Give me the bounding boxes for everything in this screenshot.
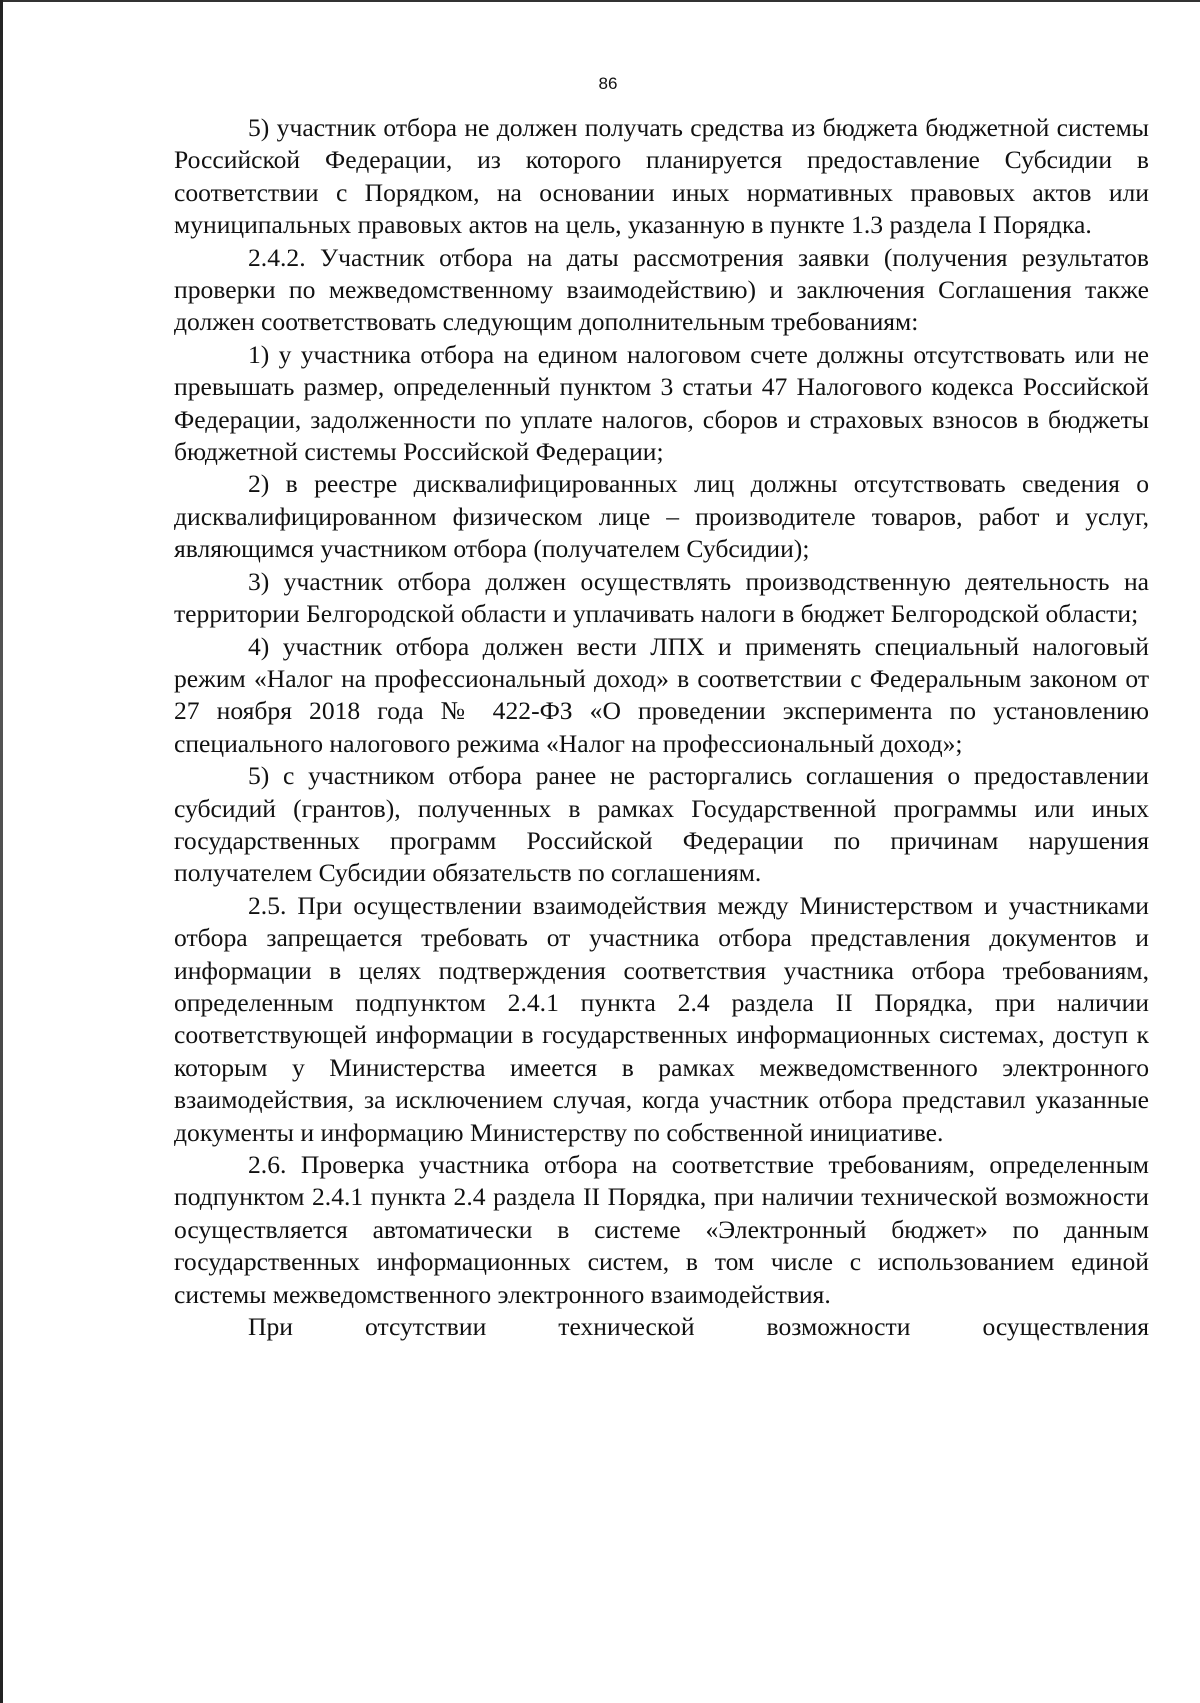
paragraph-requirement-3: 3) участник отбора должен осуществлять производственную деятельность на территории Белгородской области и уплачивать налоги в бюджет Белгородской области; [174, 566, 1149, 629]
paragraph-requirement-4: 4) участник отбора должен вести ЛПХ и применять специальный налоговый режим «Налог на профессиональный доход» в соответствии с Федеральным законом от 27 ноября 2018 года № 422-ФЗ «О проведении эксперимента по установлению специального налогового режима «Налог на профессиональный доход»; [174, 631, 1149, 758]
paragraph-2-5: 2.5. При осуществлении взаимодействия между Министерством и участниками отбора запрещается требовать от участника отбора представления документов и информации в целях подтверждения соответствия участника отбора требованиям, определенным подпунктом 2.4.1 пункта 2.4 раздела II Порядка, при наличии соответствующей информации в государственных информационных системах, доступ к которым у Министерства имеется в рамках межведомственного электронного взаимодействия, за исключением случая, когда участник отбора представил указанные документы и информацию Министерству по собственной инициативе. [174, 890, 1149, 1147]
page-number: 86 [598, 74, 618, 93]
scan-edge-top [0, 0, 1200, 2]
paragraph-requirement-5: 5) с участником отбора ранее не расторгались соглашения о предоставлении субсидий (грантов), полученных в рамках Государственной программы или иных государственных программ Российской Федерации по причинам нарушения получателем Субсидии обязательств по соглашениям. [174, 761, 1149, 888]
paragraph-2-6: 2.6. Проверка участника отбора на соответствие требованиям, определенным подпунктом 2.4.1 пункта 2.4 раздела II Порядка, при наличии технической возможности осуществляется автоматически в системе «Электронный бюджет» по данным государственных информационных систем, в том числе с использованием единой системы межведомственного электронного взаимодействия. [174, 1150, 1149, 1309]
paragraph-2-4-2: 2.4.2. Участник отбора на даты рассмотрения заявки (получения результатов проверки по межведомственному взаимодействию) и заключения Соглашения также должен соответствовать следующим дополнительным требованиям: [174, 242, 1149, 337]
scan-edge-left [0, 0, 3, 1703]
paragraph-requirement-1: 1) у участника отбора на едином налоговом счете должны отсутствовать или не превышать размер, определенный пунктом 3 статьи 47 Налогового кодекса Российской Федерации, задолженности по уплате налогов, сборов и страховых взносов в бюджеты бюджетной системы Российской Федерации; [174, 339, 1149, 467]
paragraph-clause-5: 5) участник отбора не должен получать средства из бюджета бюджетной системы Российской Федерации, из которого планируется предоставление Субсидии в соответствии с Порядком, на основании иных нормативных правовых актов или муниципальных правовых актов на цель, указанную в пункте 1.3 раздела I Порядка. [174, 113, 1149, 240]
paragraph-continuation: При отсутствии технической возможности осуществления [248, 1312, 1149, 1342]
document-body [174, 112, 1149, 1343]
paragraph-requirement-2: 2) в реестре дисквалифицированных лиц должны отсутствовать сведения о дисквалифицированном физическом лице – производителе товаров, работ и услуг, являющимся участником отбора (получателем Субсидии); [174, 469, 1149, 564]
